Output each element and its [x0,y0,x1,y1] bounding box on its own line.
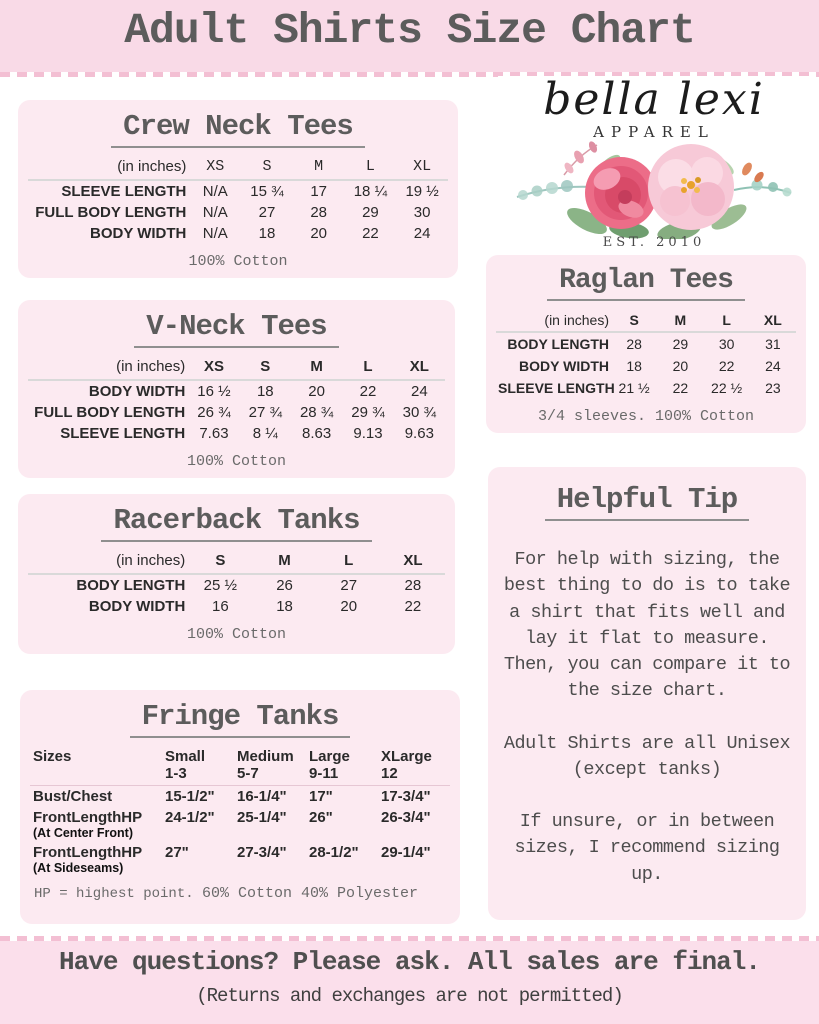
measurement-row [496,377,796,399]
size-column-header: XL [381,550,445,574]
measurement-value: 27 [258,204,276,221]
measurement-value: 22 [359,383,377,400]
measurement-label: FrontLengthHP (At Sideseams) [30,842,162,877]
page-title: Adult Shirts Size Chart [124,6,695,55]
size-column-header: M [291,356,342,380]
unit-label: (in inches) [28,550,188,574]
tip-paragraph: Adult Shirts are all Unisex (except tanks) [503,732,791,780]
measurement-value: 18 ¼ [353,183,388,200]
measurement-value: 24 [413,225,431,242]
measurement-value: N/A [202,204,228,221]
measurement-value: 28 [404,577,422,594]
measurement-value: 18 [256,383,274,400]
measurement-row [30,842,450,877]
measurement-row [28,596,445,617]
measurement-value: 22 [362,225,379,242]
measurement-label: BODY WIDTH [519,358,609,374]
measurement-value: 18 [626,358,642,374]
measurement-row [28,202,448,223]
measurement-value: 29 [672,336,689,352]
measurement-value: 8.63 [302,425,332,442]
unit-label: (in inches) [28,156,189,180]
table-header-row [28,550,445,574]
raglan-tees-panel [486,255,806,433]
sizes-header-label: Sizes [30,746,162,786]
measurement-sublabel: (At Sideseams) [33,861,124,875]
measurement-row [28,180,448,202]
measurement-label: BODY WIDTH [90,225,187,242]
size-column-header: XS [188,356,239,380]
size-column-header: S [611,309,657,332]
size-column-header: XS [189,156,241,180]
measurement-value: 18 [276,598,293,615]
brand-subtitle: APPAREL [593,123,715,141]
fabric-note: 60% Cotton 40% Polyester [201,885,418,902]
measurement-value: 18 [258,225,276,242]
measurement-label: SLEEVE LENGTH [498,380,615,396]
flowers-illustration [509,135,799,239]
unit-label: (in inches) [496,309,611,332]
hp-definition-note: HP = highest point. [34,886,194,902]
size-column-range: 12 [381,765,398,782]
brand-name: bella lexi [543,74,765,125]
measurement-value: 24 [765,358,781,374]
measurement-value: 22 [718,358,735,374]
panel-title: V-Neck Tees [134,310,338,348]
measurement-value: 28 ¾ [299,404,334,421]
size-column-name: Small [165,748,206,765]
size-column-header [162,746,234,786]
measurement-value: N/A [202,183,228,200]
size-column-header [306,746,378,786]
helpful-tip-panel [488,467,806,920]
size-table [30,746,450,877]
size-column-name: XLarge [381,748,432,765]
measurement-value: 30 [718,336,735,352]
measurement-value: 27-3/4" [237,844,287,861]
measurement-value: 26-3/4" [381,809,431,826]
measurement-label: BODY LENGTH [507,336,609,352]
crew-neck-tees-panel [18,100,458,278]
measurement-value: 25 ½ [203,577,238,594]
measurement-value: 27" [165,844,189,861]
measurement-value: 7.63 [199,425,229,442]
measurement-row [30,807,450,842]
size-column-range: 1-3 [165,765,187,782]
measurement-value: 29-1/4" [381,844,431,861]
size-column-name: Medium [237,748,294,765]
size-column-range: 5-7 [237,765,259,782]
measurement-value: 17-3/4" [381,788,431,805]
brand-logo [498,76,810,252]
measurement-row [28,574,445,596]
helpful-tip-title: Helpful Tip [545,483,749,521]
fabric-note: 100% Cotton [186,626,287,643]
measurement-value: 17" [309,788,333,805]
crew-size-table-container [28,156,448,244]
measurement-row [496,355,796,377]
size-column-header: XL [394,356,445,380]
measurement-row [496,332,796,355]
measurement-label: Bust/Chest [33,788,113,805]
racerback-size-table-container [28,550,445,617]
measurement-value: 20 [310,225,328,242]
size-column-header: S [241,156,293,180]
measurement-value: 29 ¾ [351,404,385,421]
measurement-value: 9.13 [353,425,383,442]
v-neck-tees-panel [18,300,455,478]
measurement-label: SLEEVE LENGTH [60,425,186,442]
size-column-header: M [252,550,316,574]
size-column-header: XL [750,309,796,332]
size-column-range: 9-11 [309,765,339,782]
measurement-label: BODY WIDTH [88,598,186,615]
size-column-header [378,746,450,786]
measurement-value: 19 ½ [405,183,439,200]
measurement-value: N/A [202,225,228,242]
size-table [28,156,448,244]
racerback-tanks-panel [18,494,455,654]
measurement-value: 28 [310,204,328,221]
size-column-header: L [317,550,381,574]
measurement-value: 26 [276,577,293,594]
measurement-value: 28 [626,336,642,352]
size-column-header: L [345,156,397,180]
fringe-size-table-container [30,746,450,877]
measurement-sublabel: (At Center Front) [33,826,133,840]
measurement-label: FrontLengthHP (At Center Front) [30,807,162,842]
measurement-value: 17 [310,183,328,200]
measurement-value: 20 [308,383,325,400]
size-column-header: XL [396,156,448,180]
size-table [28,356,445,444]
measurement-value: 26" [309,809,333,826]
measurement-row [28,423,445,444]
measurement-value: 22 [672,380,689,396]
fabric-note: 100% Cotton [186,453,287,470]
measurement-value: 25-1/4" [237,809,287,826]
measurement-row [30,786,450,808]
size-table [496,309,796,399]
table-header-row [28,156,448,180]
table-header-row [496,309,796,332]
table-header-row [28,356,445,380]
size-column-header [234,746,306,786]
measurement-value: 26 ¾ [197,404,231,421]
fringe-tanks-panel [20,690,460,924]
measurement-value: 29 [362,204,379,221]
measurement-value: 27 ¾ [248,404,282,421]
brand-established: EST. 2010 [602,235,706,250]
measurement-label: BODY WIDTH [88,383,186,400]
size-column-header: S [188,550,252,574]
measurement-row [28,380,445,402]
size-column-header: L [704,309,750,332]
panel-title: Racerback Tanks [101,504,371,542]
unit-label: (in inches) [28,356,188,380]
measurement-value: 22 ½ [711,380,743,396]
panel-title: Raglan Tees [547,265,745,301]
measurement-value: 9.63 [404,425,434,442]
measurement-value: 28-1/2" [309,844,359,861]
panel-title: Fringe Tanks [130,700,351,738]
measurement-value: 20 [672,358,689,374]
returns-policy-text: (Returns and exchanges are not permitted) [196,985,623,1007]
measurement-value: 27 [340,577,358,594]
measurement-value: 15 ¾ [250,183,284,200]
measurement-value: 31 [765,336,781,352]
size-table [28,550,445,617]
table-header-row [30,746,450,786]
size-column-header: M [657,309,703,332]
measurement-row [28,223,448,244]
panel-title: Crew Neck Tees [111,110,365,148]
fabric-note: 3/4 sleeves. 100% Cotton [537,408,755,425]
measurement-value: 24-1/2" [165,809,215,826]
measurement-value: 23 [765,380,781,396]
measurement-row [28,402,445,423]
measurement-value: 16 ½ [197,383,231,400]
fabric-note: 100% Cotton [188,253,288,270]
measurement-value: 24 [410,383,428,400]
sales-policy-text: Have questions? Please ask. All sales are final. [59,947,760,977]
measurement-label: FULL BODY LENGTH [34,404,186,421]
vneck-size-table-container [28,356,445,444]
measurement-value: 16 [212,598,229,615]
raglan-size-table-container [496,309,796,399]
size-column-header: S [240,356,291,380]
measurement-value: 21 ½ [618,380,650,396]
measurement-label: FULL BODY LENGTH [35,204,187,221]
measurement-value: 30 [413,204,431,221]
measurement-value: 20 [340,598,358,615]
measurement-value: 22 [404,598,422,615]
measurement-label: SLEEVE LENGTH [61,183,187,200]
tip-paragraph: For help with sizing, the best thing to do is to take a shirt that fits well and lay it flat to measure. Then, you can compare it to the size chart. [503,549,791,702]
measurement-value: 15-1/2" [165,788,215,805]
size-column-header: L [342,356,393,380]
measurement-value: 16-1/4" [237,788,287,805]
measurement-value: 8 ¼ [252,425,278,442]
size-column-name: Large [309,748,350,765]
tip-paragraph: If unsure, or in between sizes, I recommend sizing up. [514,811,780,885]
measurement-value: 30 ¾ [402,404,437,421]
measurement-label: BODY LENGTH [76,577,186,594]
size-column-header: M [293,156,345,180]
